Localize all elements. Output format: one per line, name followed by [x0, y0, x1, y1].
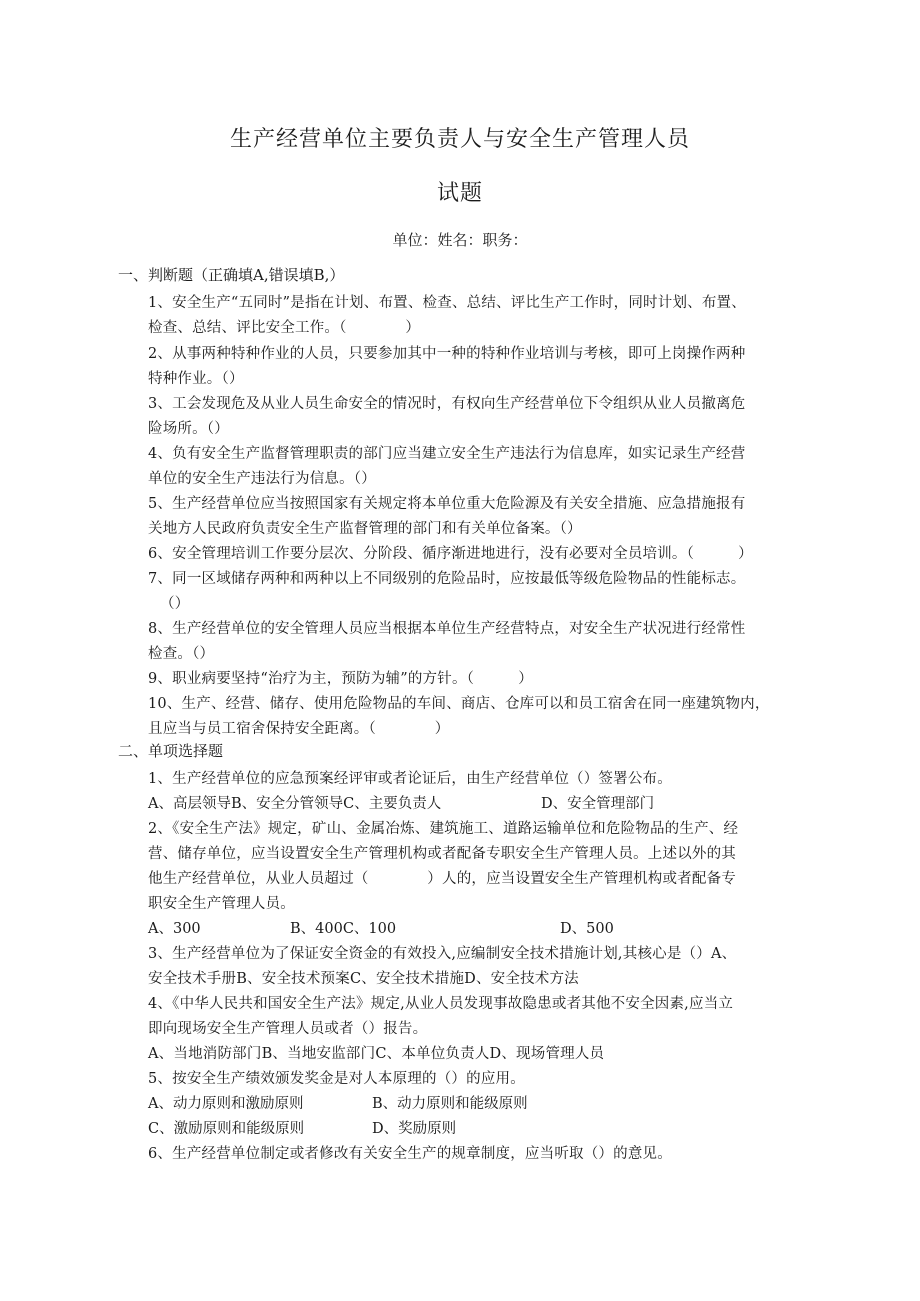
option-line: B、400C、100 — [290, 921, 397, 937]
unit-name-position-line: 单位：姓名：职务： — [392, 231, 528, 249]
question-line: 营、储存单位，应当设置安全生产管理机构或者配备专职安全生产管理人员。上述以外的其 — [148, 846, 736, 862]
question-line: 关地方人民政府负责安全生产监督管理的部门和有关单位备案。（） — [148, 521, 582, 537]
option-line: A、300 — [148, 921, 201, 937]
question-line: 6、生产经营单位制定或者修改有关安全生产的规章制度，应当听取（）的意见。 — [148, 1146, 672, 1162]
option-line: A、动力原则和激励原则 — [148, 1096, 304, 1112]
document-title: 生产经营单位主要负责人与安全生产管理人员 — [229, 127, 690, 152]
question-line: 7、同一区域储存两种和两种以上不同级别的危险品时，应按最低等级危险物品的性能标志。 — [148, 571, 746, 587]
question-line: 9、职业病要坚持“治疗为主，预防为辅”的方针。（ ） — [148, 671, 533, 687]
question-line: 1、安全生产“五同时”是指在计划、布置、检查、总结、评比生产工作时，同时计划、布置、 — [148, 295, 746, 311]
section-single-choice-heading: 二、单项选择题 — [118, 742, 224, 760]
question-line: 4、《中华人民共和国安全生产法》规定,从业人员发现事故隐患或者其他不安全因素,应当立 — [148, 996, 734, 1012]
option-line: D、奖励原则 — [372, 1121, 457, 1137]
question-line: 4、负有安全生产监督管理职责的部门应当建立安全生产违法行为信息库，如实记录生产经营 — [148, 446, 746, 462]
option-line: D、安全管理部门 — [541, 796, 655, 812]
option-line: A、当地消防部门B、当地安监部门C、本单位负责人D、现场管理人员 — [148, 1046, 605, 1062]
option-line: B、动力原则和能级原则 — [372, 1096, 528, 1112]
question-line: 6、安全管理培训工作要分层次、分阶段、循序渐进地进行，没有必要对全员培训。（ ） — [148, 546, 753, 562]
question-line: 3、生产经营单位为了保证安全资金的有效投入,应编制安全技术措施计划,其核心是（）A、 — [148, 946, 737, 962]
question-line: （） — [160, 596, 190, 612]
question-line: 2、从事两种特种作业的人员，只要参加其中一种的特种作业培训与考核，即可上岗操作两种 — [148, 346, 746, 362]
question-line: 1、生产经营单位的应急预案经评审或者论证后，由生产经营单位（）签署公布。 — [148, 771, 672, 787]
question-line: 2、《安全生产法》规定，矿山、金属冶炼、建筑施工、道路运输单位和危险物品的生产、经 — [148, 821, 739, 837]
question-line: 险场所。（） — [148, 421, 229, 437]
option-line: A、高层领导B、安全分管领导C、主要负责人 — [148, 796, 442, 812]
question-line: 且应当与员工宿舍保持安全距离。（ ） — [148, 721, 450, 737]
document-subtitle: 试题 — [436, 181, 483, 206]
question-line: 5、按安全生产绩效颁发奖金是对人本原理的（）的应用。 — [148, 1071, 525, 1087]
question-line: 职安全生产管理人员。 — [148, 896, 295, 912]
question-line: 3、工会发现危及从业人员生命安全的情况时，有权向生产经营单位下令组织从业人员撤离危 — [148, 396, 746, 412]
question-line: 检查、总结、评比安全工作。（ ） — [148, 320, 421, 336]
section-true-false-heading: 一、判断题（正确填A,错误填B,） — [118, 266, 345, 284]
question-line: 10、生产、经营、储存、使用危险物品的车间、商店、仓库可以和员工宿舍在同一座建筑物内， — [148, 696, 770, 712]
question-line: 5、生产经营单位应当按照国家有关规定将本单位重大危险源及有关安全措施、应急措施报有 — [148, 496, 746, 512]
question-line: 他生产经营单位，从业人员超过（ ）人的，应当设置安全生产管理机构或者配备专 — [148, 871, 736, 887]
question-line: 检查。（） — [148, 646, 215, 662]
question-line: 单位的安全生产违法行为信息。（） — [148, 471, 376, 487]
option-line: C、激励原则和能级原则 — [148, 1121, 305, 1137]
question-line: 特种作业。（） — [148, 371, 244, 387]
question-line: 即向现场安全生产管理人员或者（）报告。 — [148, 1021, 428, 1037]
question-line: 8、生产经营单位的安全管理人员应当根据本单位生产经营特点，对安全生产状况进行经常性 — [148, 621, 746, 637]
option-line: D、500 — [560, 921, 614, 937]
question-line: 安全技术手册B、安全技术预案C、安全技术措施D、安全技术方法 — [148, 971, 579, 987]
